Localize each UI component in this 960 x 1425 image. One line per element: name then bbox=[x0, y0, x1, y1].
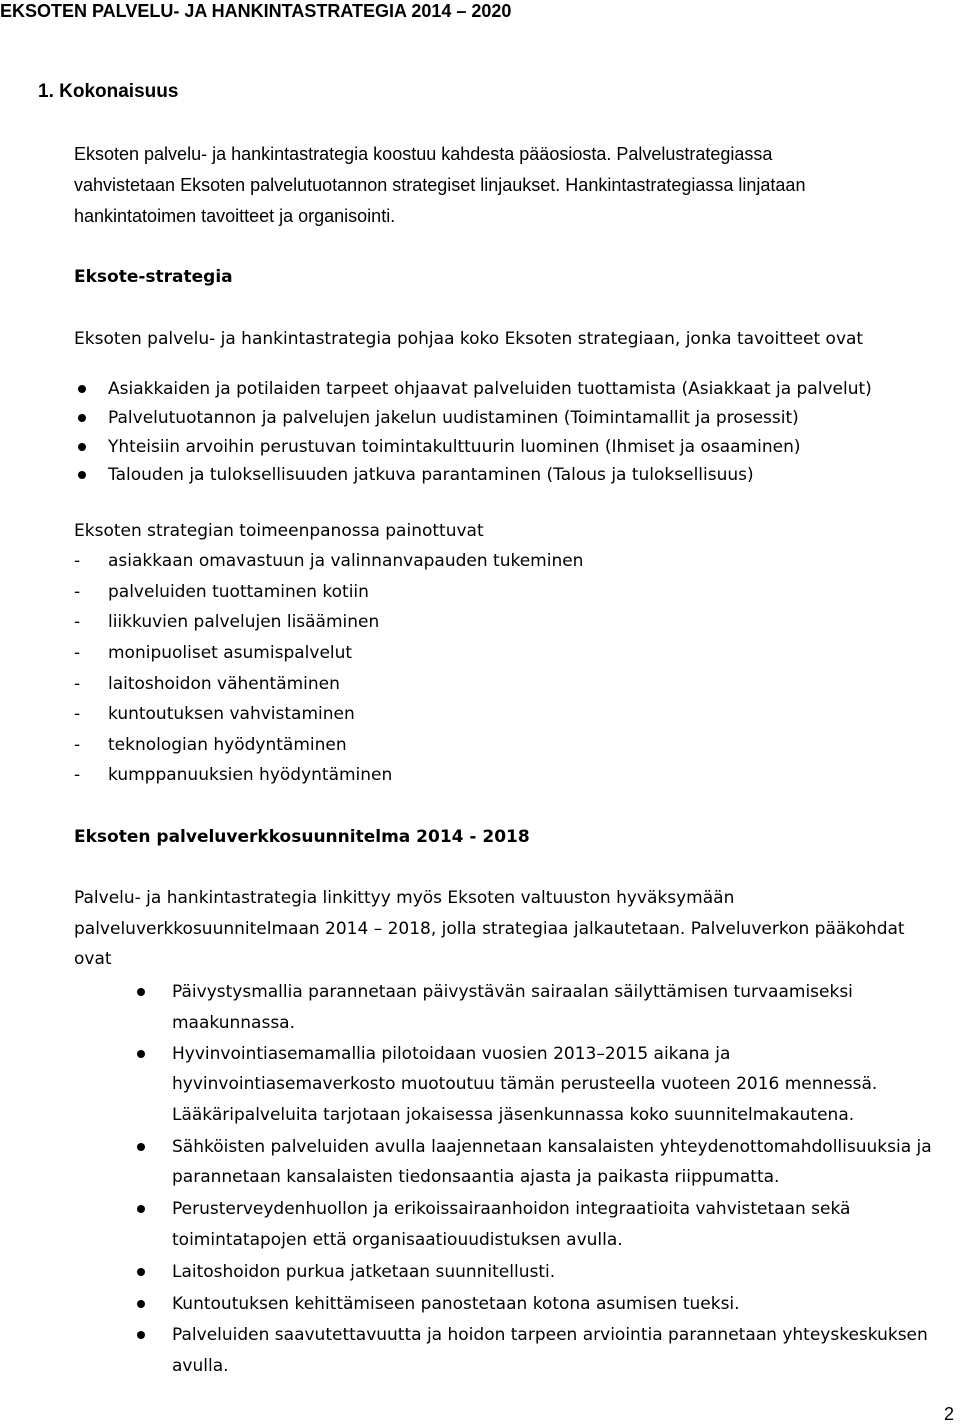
dash-marker: - bbox=[74, 674, 81, 694]
emphasis-lead: Eksoten strategian toimeenpanossa painottuvat bbox=[74, 521, 484, 541]
goal-text: Yhteisiin arvoihin perustuvan toimintakulttuurin luominen (Ihmiset ja osaaminen) bbox=[108, 437, 801, 457]
goal-text: Palvelutuotannon ja palvelujen jakelun uudistaminen (Toimintamallit ja prosessit) bbox=[108, 408, 799, 428]
bullet-icon bbox=[78, 414, 86, 422]
bullet-icon bbox=[137, 1143, 145, 1151]
goal-text: Talouden ja tuloksellisuuden jatkuva parantaminen (Talous ja tuloksellisuus) bbox=[108, 465, 754, 485]
bullet-icon bbox=[78, 385, 86, 393]
bullet-icon bbox=[137, 1050, 145, 1058]
point-text: hyvinvointiasemaverkosto muotoutuu tämän perusteella vuoteen 2016 mennessä. bbox=[172, 1074, 878, 1094]
emphasis-text: palveluiden tuottaminen kotiin bbox=[108, 582, 369, 602]
emphasis-text: monipuoliset asumispalvelut bbox=[108, 643, 353, 663]
dash-marker: - bbox=[74, 704, 81, 724]
network-line: palveluverkkosuunnitelmaan 2014 – 2018, jolla strategiaa jalkautetaan. Palveluverkon pääkohdat bbox=[74, 919, 905, 939]
emphasis-text: asiakkaan omavastuun ja valinnanvapauden tukeminen bbox=[108, 551, 584, 571]
dash-marker: - bbox=[74, 765, 81, 785]
point-text: parannetaan kansalaisten tiedonsaantia ajasta ja paikasta riippumatta. bbox=[172, 1167, 780, 1187]
network-heading: Eksoten palveluverkkosuunnitelma 2014 - 2018 bbox=[74, 827, 530, 847]
emphasis-text: teknologian hyödyntäminen bbox=[108, 735, 347, 755]
intro-line: Eksoten palvelu- ja hankintastrategia koostuu kahdesta pääosiosta. Palvelustrategiassa bbox=[74, 144, 773, 164]
bullet-icon bbox=[137, 1300, 145, 1308]
dash-marker: - bbox=[74, 612, 81, 632]
emphasis-text: kumppanuuksien hyödyntäminen bbox=[108, 765, 393, 785]
section-heading: 1. Kokonaisuus bbox=[38, 81, 179, 102]
document-title: EKSOTEN PALVELU- JA HANKINTASTRATEGIA 2014 – 2020 bbox=[0, 1, 512, 21]
intro-line: hankintatoimen tavoitteet ja organisointi. bbox=[74, 206, 396, 226]
bullet-icon bbox=[78, 443, 86, 451]
point-text: Perusterveydenhuollon ja erikoissairaanhoidon integraatioita vahvistetaan sekä bbox=[172, 1199, 851, 1219]
strategy-heading: Eksote-strategia bbox=[74, 267, 233, 287]
strategy-lead: Eksoten palvelu- ja hankintastrategia pohjaa koko Eksoten strategiaan, jonka tavoitteet ovat bbox=[74, 329, 864, 349]
dash-marker: - bbox=[74, 551, 81, 571]
network-line: ovat bbox=[74, 949, 112, 969]
point-text: Lääkäripalveluita tarjotaan jokaisessa jäsenkunnassa koko suunnitelmakautena. bbox=[172, 1105, 855, 1125]
point-text: Hyvinvointiasemamallia pilotoidaan vuosien 2013–2015 aikana ja bbox=[172, 1044, 731, 1064]
page-number: 2 bbox=[943, 1404, 954, 1424]
bullet-icon bbox=[137, 1331, 145, 1339]
bullet-icon bbox=[137, 1268, 145, 1276]
emphasis-text: kuntoutuksen vahvistaminen bbox=[108, 704, 355, 724]
bullet-icon bbox=[78, 471, 86, 479]
point-text: avulla. bbox=[172, 1356, 229, 1376]
point-text: maakunnassa. bbox=[172, 1013, 295, 1033]
point-text: Päivystysmallia parannetaan päivystävän sairaalan säilyttämisen turvaamiseksi bbox=[172, 982, 853, 1002]
point-text: Palveluiden saavutettavuutta ja hoidon tarpeen arviointia parannetaan yhteyskeskuksen bbox=[172, 1325, 928, 1345]
point-text: Laitoshoidon purkua jatketaan suunnitellusti. bbox=[172, 1262, 556, 1282]
point-text: Kuntoutuksen kehittämiseen panostetaan kotona asumisen tueksi. bbox=[172, 1294, 740, 1314]
emphasis-text: laitoshoidon vähentäminen bbox=[108, 674, 340, 694]
emphasis-text: liikkuvien palvelujen lisääminen bbox=[108, 612, 380, 632]
bullet-icon bbox=[137, 988, 145, 996]
point-text: Sähköisten palveluiden avulla laajennetaan kansalaisten yhteydenottomahdollisuuksia ja bbox=[172, 1137, 932, 1157]
point-text: toimintatapojen että organisaatiouudistuksen avulla. bbox=[172, 1230, 623, 1250]
network-line: Palvelu- ja hankintastrategia linkittyy myös Eksoten valtuuston hyväksymään bbox=[74, 888, 735, 908]
dash-marker: - bbox=[74, 735, 81, 755]
bullet-icon bbox=[137, 1205, 145, 1213]
dash-marker: - bbox=[74, 643, 81, 663]
goal-text: Asiakkaiden ja potilaiden tarpeet ohjaavat palveluiden tuottamista (Asiakkaat ja palvelut) bbox=[108, 379, 872, 399]
dash-marker: - bbox=[74, 582, 81, 602]
intro-line: vahvistetaan Eksoten palvelutuotannon strategiset linjaukset. Hankintastrategiassa linjataan bbox=[74, 175, 806, 195]
